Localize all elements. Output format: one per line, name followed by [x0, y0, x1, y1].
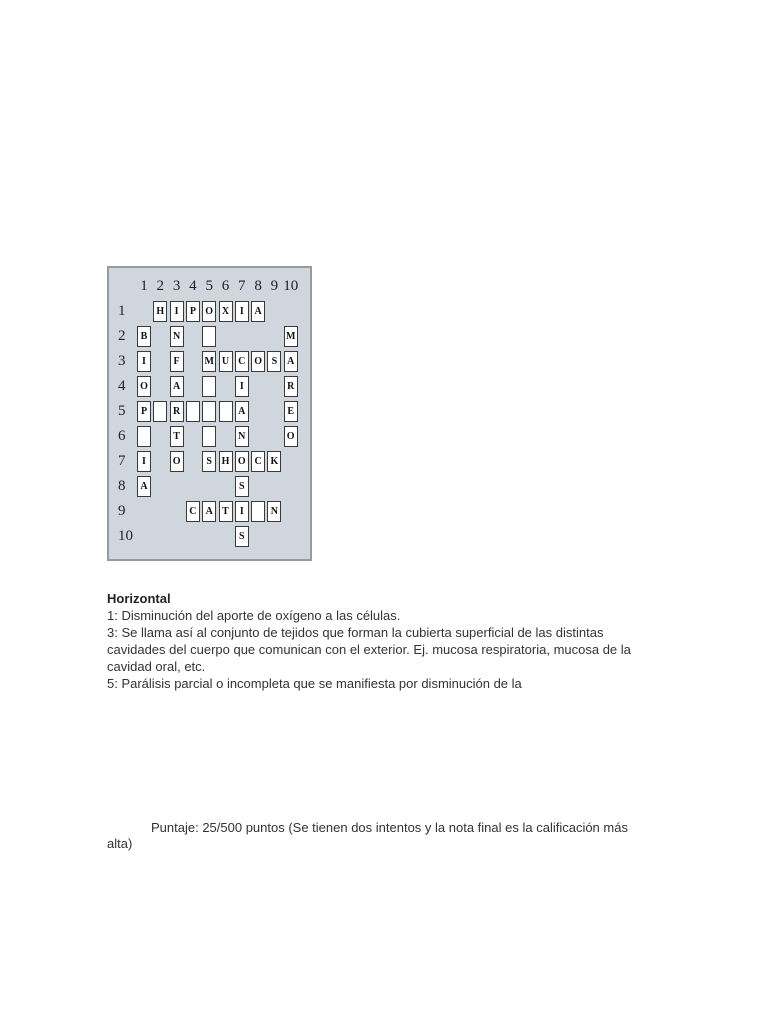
- crossword-cell: S: [267, 351, 281, 372]
- crossword-cell: N: [235, 426, 249, 447]
- score-text: Puntaje: 25/500 puntos (Se tienen dos intentos y la nota final es la calificación más alta): [107, 820, 628, 851]
- clues-title: Horizontal: [107, 591, 171, 606]
- crossword-cell: K: [267, 451, 281, 472]
- crossword-cell: R: [170, 401, 184, 422]
- crossword-puzzle: [107, 266, 312, 561]
- crossword-cell: N: [170, 326, 184, 347]
- crossword-cell: U: [219, 351, 233, 372]
- crossword-cell: I: [170, 301, 184, 322]
- row-number: 4: [118, 378, 126, 394]
- crossword-cell: F: [170, 351, 184, 372]
- crossword-cell: M: [202, 351, 216, 372]
- clue-item: 1: Disminución del aporte de oxígeno a las células.: [107, 608, 401, 623]
- column-number: 3: [172, 278, 181, 294]
- crossword-cell: O: [251, 351, 265, 372]
- row-number: 9: [118, 503, 126, 519]
- clue-item: 5: Parálisis parcial o incompleta que se manifiesta por disminución de la: [107, 676, 522, 691]
- row-number: 3: [118, 353, 126, 369]
- crossword-cell: C: [186, 501, 200, 522]
- crossword-cell: H: [153, 301, 167, 322]
- crossword-cell: S: [202, 451, 216, 472]
- crossword-cell: A: [137, 476, 151, 497]
- crossword-cell: O: [170, 451, 184, 472]
- crossword-cell: S: [235, 526, 249, 547]
- crossword-cell: B: [137, 326, 151, 347]
- crossword-cell: A: [251, 301, 265, 322]
- crossword-cell: O: [137, 376, 151, 397]
- crossword-cell: P: [137, 401, 151, 422]
- crossword-cell: [202, 376, 216, 397]
- row-number: 8: [118, 478, 126, 494]
- row-number: 1: [118, 303, 126, 319]
- crossword-cell: [153, 401, 167, 422]
- crossword-cell: T: [170, 426, 184, 447]
- column-number: 5: [205, 278, 213, 294]
- crossword-cell: [202, 326, 216, 347]
- row-number: 5: [118, 403, 126, 419]
- crossword-cell: C: [235, 351, 249, 372]
- crossword-cell: I: [235, 301, 249, 322]
- crossword-cell: O: [284, 426, 298, 447]
- row-number: 10: [118, 528, 133, 544]
- crossword-cell: [202, 401, 216, 422]
- crossword-cell: M: [284, 326, 298, 347]
- column-number: 10: [283, 278, 299, 294]
- crossword-cell: E: [284, 401, 298, 422]
- crossword-cell: [186, 401, 200, 422]
- crossword-cell: H: [219, 451, 233, 472]
- crossword-cell: A: [202, 501, 216, 522]
- column-number: 7: [238, 278, 246, 294]
- crossword-cell: C: [251, 451, 265, 472]
- column-number: 1: [140, 278, 148, 294]
- row-number: 7: [118, 453, 126, 469]
- crossword-cell: [202, 426, 216, 447]
- crossword-cell: S: [235, 476, 249, 497]
- row-number: 6: [118, 428, 126, 444]
- column-number: 4: [189, 278, 197, 294]
- row-number: 2: [118, 328, 126, 344]
- crossword-cell: I: [235, 501, 249, 522]
- crossword-cell: I: [235, 376, 249, 397]
- crossword-cell: O: [235, 451, 249, 472]
- crossword-cell: O: [202, 301, 216, 322]
- crossword-cell: A: [284, 351, 298, 372]
- crossword-cell: [137, 426, 151, 447]
- crossword-cell: P: [186, 301, 200, 322]
- column-number: 2: [156, 278, 165, 294]
- clue-item: 3: Se llama así al conjunto de tejidos que forman la cubierta superficial de las distintas cavidades del cuerpo que comunican con el exterior. Ej. mucosa respiratoria, mucosa de la cavidad oral, etc.: [107, 625, 631, 674]
- column-number: 8: [254, 278, 262, 294]
- crossword-cell: X: [219, 301, 233, 322]
- crossword-cell: T: [219, 501, 233, 522]
- crossword-cell: N: [267, 501, 281, 522]
- crossword-cell: I: [137, 351, 151, 372]
- column-number: 9: [270, 278, 279, 294]
- crossword-cell: I: [137, 451, 151, 472]
- column-number: 6: [221, 278, 230, 294]
- crossword-cell: [251, 501, 265, 522]
- crossword-cell: A: [170, 376, 184, 397]
- crossword-cell: R: [284, 376, 298, 397]
- crossword-cell: A: [235, 401, 249, 422]
- crossword-cell: [219, 401, 233, 422]
- clues-section: [107, 590, 652, 692]
